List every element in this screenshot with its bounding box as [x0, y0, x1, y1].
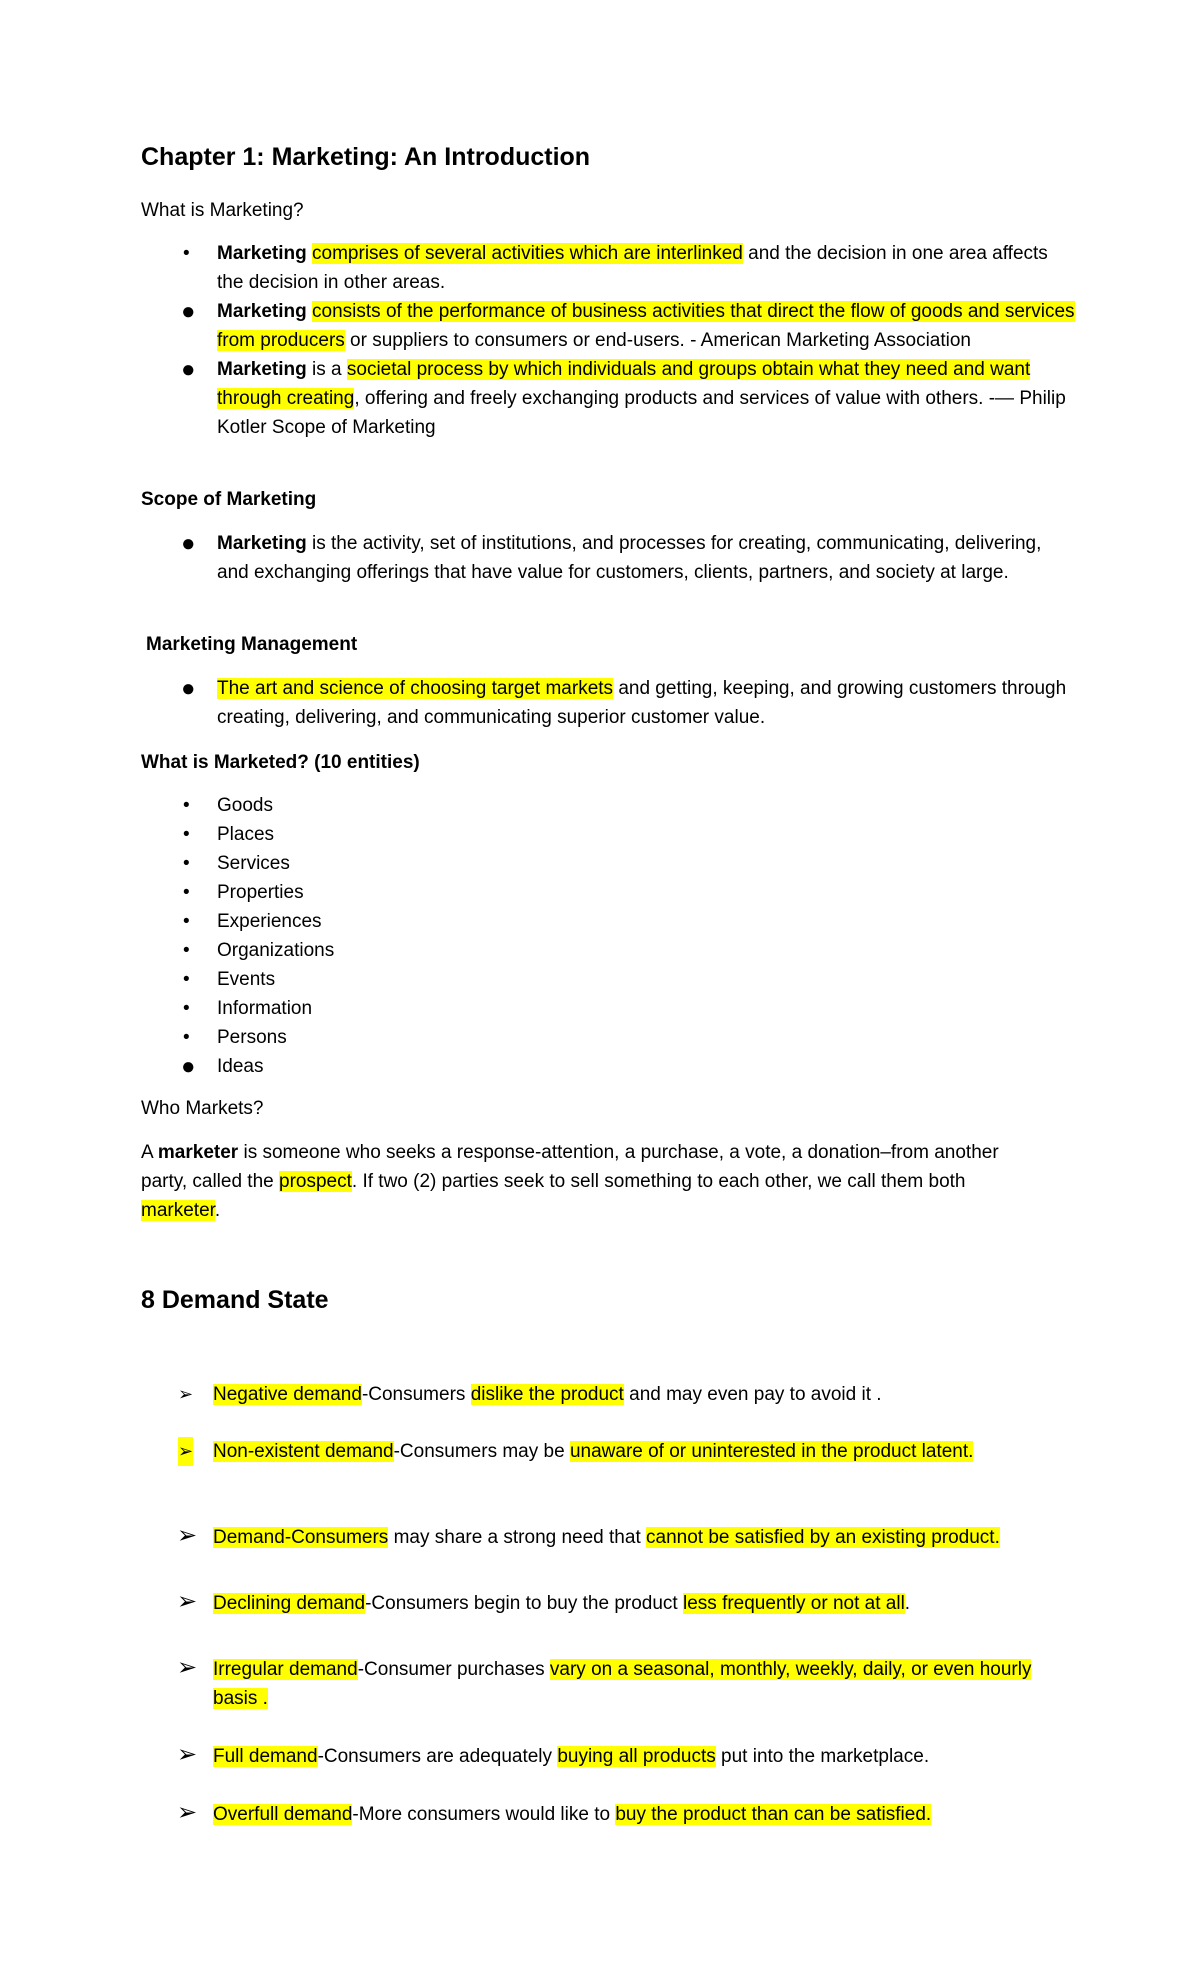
demand-item: ➢ Irregular demand-Consumer purchases vary on a seasonal, monthly, weekly, daily, or even hourly basis . — [177, 1654, 1032, 1709]
chapter-title: Chapter 1: Marketing: An Introduction — [141, 143, 591, 171]
bullet-icon: • — [183, 853, 190, 874]
list-item: ● Marketing is a societal process by which individuals and groups obtain what they need and want through creating, offering and freely exchanging products and services of value with others. -— Philip Kotler Scope of Marketing — [181, 356, 1066, 438]
arrow-bullet-icon: ➢ — [177, 1799, 198, 1826]
bullet-icon: ● — [181, 1053, 196, 1080]
arrow-bullet-icon: ➢ — [177, 1522, 198, 1549]
list-item — [141, 791, 1076, 820]
highlight: comprises of several activities which are interlinked — [312, 243, 743, 264]
list-item — [141, 878, 1076, 907]
entity-label: Ideas — [217, 1056, 264, 1077]
demand-item: ➢ Overfull demand-More consumers would like to buy the product than can be satisfied. — [177, 1799, 932, 1826]
highlight: dislike the product — [470, 1384, 624, 1405]
bullet-icon: ● — [181, 356, 196, 383]
arrow-bullet-icon: ➢ — [177, 1741, 198, 1768]
highlight: cannot be satisfied by an existing product. — [646, 1527, 1000, 1548]
marketed-entities-list — [141, 791, 1076, 1081]
term: Marketing — [217, 533, 307, 554]
highlight: societal process by which individuals and groups obtain what they need and want through creating — [217, 359, 1031, 409]
demand-item: ➢ Negative demand-Consumers dislike the product and may even pay to avoid it . — [141, 1380, 1076, 1409]
highlight: buying all products — [557, 1746, 716, 1767]
list-item — [141, 1023, 1076, 1052]
highlight: less frequently or not at all — [683, 1593, 905, 1614]
highlight: prospect — [279, 1171, 352, 1192]
term: marketer — [157, 1142, 239, 1163]
bullet-icon: • — [183, 911, 190, 932]
entity-label: Events — [217, 969, 276, 990]
list-item — [141, 820, 1076, 849]
arrow-bullet-icon: ➢ — [178, 1437, 193, 1466]
list-item — [141, 849, 1076, 878]
highlight: buy the product than can be satisfied. — [615, 1804, 932, 1825]
list-item — [141, 1052, 1076, 1081]
entity-label: Services — [217, 853, 290, 874]
entity-label: Organizations — [217, 940, 335, 961]
list-item: ● Marketing consists of the performance of business activities that direct the flow of goods and services from producers or suppliers to consumers or end-users. - American Marketing Association — [181, 298, 1075, 351]
entity-label: Goods — [217, 795, 273, 816]
highlight: The art and science of choosing target markets — [217, 678, 614, 699]
term: Marketing — [217, 359, 307, 380]
management-list — [141, 674, 1076, 732]
highlight: Irregular demand — [213, 1659, 358, 1680]
highlight: consists of the performance of business activities that direct the flow of goods and services from producers — [217, 301, 1075, 351]
entity-label: Information — [217, 998, 313, 1019]
arrow-bullet-icon: ➢ — [177, 1654, 198, 1681]
bullet-icon: • — [183, 940, 190, 961]
term: Marketing — [217, 301, 307, 322]
bullet-icon: ● — [181, 298, 196, 325]
list-item: • Marketing comprises of several activities which are interlinked and the decision in one area affects the decision in other areas. — [141, 239, 1076, 297]
highlight: Demand-Consumers — [213, 1527, 389, 1548]
demand-item: ➢ Demand-Consumers may share a strong need that cannot be satisfied by an existing product. — [177, 1522, 1000, 1549]
bullet-icon: • — [183, 795, 190, 816]
bullet-icon: • — [183, 882, 190, 903]
bullet-icon: • — [183, 1027, 190, 1048]
highlight: Overfull demand — [213, 1804, 353, 1825]
highlight: vary on a seasonal, monthly, weekly, daily, or even hourly basis . — [213, 1659, 1032, 1709]
what-is-marketing-heading: What is Marketing? — [141, 200, 304, 221]
list-item — [141, 994, 1076, 1023]
list-item: ● Marketing is the activity, set of institutions, and processes for creating, communicating, delivering, and exchanging offerings that have value for customers, clients, partners, and society at large. — [181, 530, 1042, 583]
marketing-definitions-list — [141, 239, 1076, 442]
demand-item: ➢ Full demand-Consumers are adequately buying all products put into the marketplace. — [177, 1741, 930, 1768]
list-item — [141, 907, 1076, 936]
bullet-icon: • — [183, 998, 190, 1019]
list-item — [141, 965, 1076, 994]
highlight: unaware of or uninterested in the product latent. — [569, 1441, 974, 1462]
highlight: Negative demand — [213, 1384, 362, 1405]
term: Marketing — [217, 243, 307, 264]
demand-item: ➢ Non-existent demand-Consumers may be unaware of or uninterested in the product latent. — [141, 1437, 1076, 1466]
who-markets-heading: Who Markets? — [141, 1098, 264, 1119]
bullet-icon: ● — [181, 530, 196, 557]
entity-label: Experiences — [217, 911, 322, 932]
bullet-icon: ● — [181, 675, 196, 702]
bullet-icon: • — [183, 243, 190, 264]
entity-label: Properties — [217, 882, 304, 903]
entity-label: Persons — [217, 1027, 287, 1048]
list-item — [141, 936, 1076, 965]
management-heading: Marketing Management — [146, 634, 358, 655]
arrow-bullet-icon: ➢ — [177, 1588, 198, 1615]
highlight: marketer — [141, 1200, 215, 1221]
highlight: Full demand — [213, 1746, 318, 1767]
marketer-paragraph: A marketer is someone who seeks a response-attention, a purchase, a vote, a donation–from another party, called the prospect. If two (2) parties seek to sell something to each other, we call them both marketer. — [141, 1142, 999, 1221]
highlight: Declining demand — [213, 1593, 366, 1614]
scope-list — [141, 529, 1076, 587]
list-item: ● The art and science of choosing target markets and getting, keeping, and growing customers through creating, delivering, and communicating superior customer value. — [181, 675, 1067, 728]
demand-state-heading: 8 Demand State — [141, 1286, 329, 1314]
demand-item: ➢ Declining demand-Consumers begin to buy the product less frequently or not at all. — [177, 1588, 911, 1615]
scope-heading: Scope of Marketing — [141, 489, 317, 510]
bullet-icon: • — [183, 824, 190, 845]
bullet-icon: • — [183, 969, 190, 990]
marketed-heading: What is Marketed? (10 entities) — [141, 752, 420, 773]
highlight: Non-existent demand — [213, 1441, 394, 1462]
entity-label: Places — [217, 824, 275, 845]
arrow-bullet-icon: ➢ — [178, 1384, 194, 1404]
